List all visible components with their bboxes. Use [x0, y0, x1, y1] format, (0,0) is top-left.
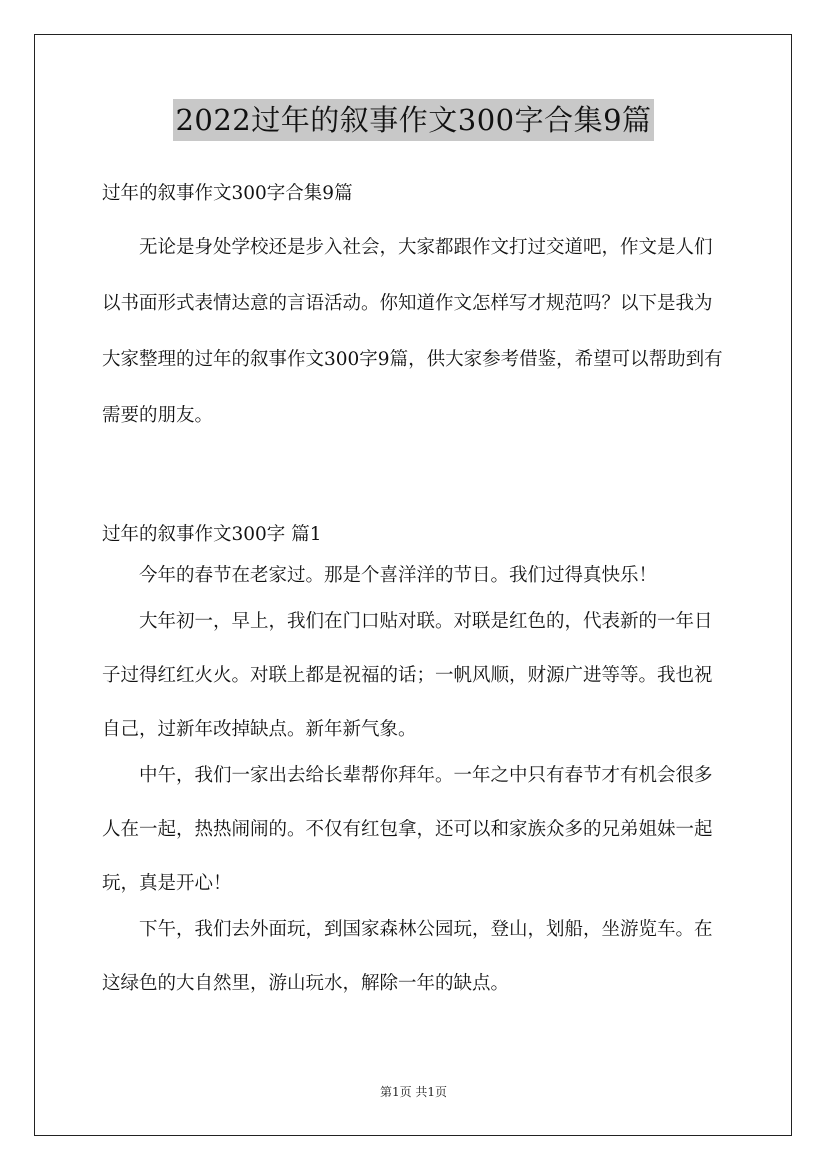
section-title: 过年的叙事作文300字 篇1 [102, 524, 322, 545]
body-paragraph: 下午，我们去外面玩，到国家森林公园玩，登山，划船，坐游览车。在这绿色的大自然里，游山玩水，解除一年的缺点。 [102, 919, 713, 994]
page-footer [0, 1083, 827, 1100]
document-title: 2022过年的叙事作文300字合集9篇 [173, 99, 653, 141]
document-body [102, 175, 728, 1011]
page-number: 第1页 共1页 [379, 1085, 448, 1099]
body-paragraph: 中午，我们一家出去给长辈帮你拜年。一年之中只有春节才有机会很多人在一起，热热闹闹的。不仅有红包拿，还可以和家族众多的兄弟姐妹一起玩，真是开心！ [102, 765, 713, 894]
intro-paragraph: 无论是身处学校还是步入社会，大家都跟作文打过交道吧，作文是人们以书面形式表情达意的言语活动。你知道作文怎样写才规范吗？以下是我为大家整理的过年的叙事作文300字9篇，供大家参考借鉴，希望可以帮助到有需要的朋友。 [102, 237, 723, 426]
document-subtitle: 过年的叙事作文300字合集9篇 [102, 183, 353, 204]
body-paragraph: 今年的春节在老家过。那是个喜洋洋的节日。我们过得真快乐！ [139, 565, 658, 586]
title-container [0, 99, 827, 141]
body-paragraph: 大年初一，早上，我们在门口贴对联。对联是红色的，代表新的一年日子过得红红火火。对联上都是祝福的话；一帆风顺，财源广进等等。我也祝自己，过新年改掉缺点。新年新气象。 [102, 611, 713, 740]
